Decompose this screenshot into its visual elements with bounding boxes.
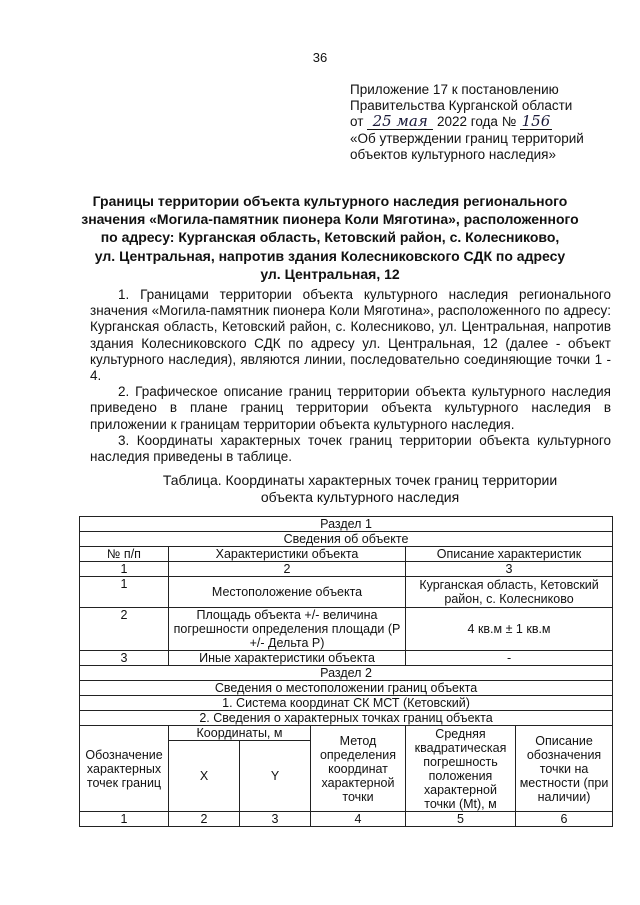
index-cell: 2 (169, 562, 406, 577)
appendix-line-3 (350, 114, 630, 130)
row-description: - (406, 651, 613, 666)
row-no: 2 (80, 608, 169, 651)
appendix-from: от (350, 114, 364, 130)
handwritten-date (367, 114, 433, 130)
paragraph-2: 2. Графическое описание границ территории объекта культурного наследия приведено в плане границ территории объекта культурного наследия в приложении к границам территории объекта культурного наследия. (90, 384, 611, 432)
paragraph-1: 1. Границами территории объекта культурного наследия регионального значения «Могила-памятник пионера Коли Мяготина», расположенного по адресу: Курганская область, Кетовский район, с. Колесниково, ул. Центральная, напротив здания Колесниковского СДК по адресу ул. Центральная, 12 (далее - объект культурного наследия), являются линии, последовательно соединяющие точки 1 - 4. (90, 287, 611, 384)
header-point-description: Описание обозначения точки на местности (при наличии) (516, 726, 613, 812)
table-row (80, 608, 613, 651)
column-number: 4 (311, 812, 406, 827)
handwritten-number (520, 114, 552, 130)
table-row (80, 812, 613, 827)
title-line-4: ул. Центральная, напротив здания Колесниковского СДК по адресу (94, 247, 566, 264)
appendix-number-sign: № (501, 114, 517, 130)
index-cell: 3 (406, 562, 613, 577)
table-row (80, 681, 613, 696)
header-accuracy: Средняя квадратическая погрешность положения характерной точки (Mt), м (406, 726, 516, 812)
appendix-line-2: Правительства Курганской области (350, 98, 573, 114)
table-row (80, 651, 613, 666)
table-caption-line-2: объекта культурного наследия (260, 489, 460, 505)
paragraph-3: 3. Координаты характерных точек границ территории объекта культурного наследия приведены в таблице. (90, 432, 611, 465)
row-no: 3 (80, 651, 169, 666)
table-row (80, 696, 613, 711)
table-row (80, 711, 613, 726)
column-number: 3 (240, 812, 311, 827)
column-number: 1 (80, 812, 169, 827)
row-characteristic: Местоположение объекта (169, 577, 406, 608)
table-row (80, 517, 613, 532)
column-number: 2 (169, 812, 240, 827)
header-no: № п/п (80, 547, 169, 562)
row-description: Курганская область, Кетовский район, с. Колесниково (406, 577, 613, 608)
table-caption (150, 472, 570, 506)
index-cell: 1 (80, 562, 169, 577)
section-1-title: Сведения об объекте (80, 532, 613, 547)
title-line-2: значения «Могила-памятник пионера Коли Мяготина», расположенного (81, 211, 579, 228)
table-row (80, 726, 613, 741)
table-row (80, 577, 613, 608)
document-title (70, 192, 590, 283)
header-y: Y (240, 741, 311, 812)
column-number: 5 (406, 812, 516, 827)
row-characteristic: Площадь объекта +/- величина погрешности определения площади (Р +/- Дельта Р) (169, 608, 406, 651)
header-description: Описание характеристик (406, 547, 613, 562)
page-number: 36 (312, 50, 328, 65)
header-coordinates: Координаты, м (169, 726, 311, 741)
title-line-5: ул. Центральная, 12 (260, 265, 400, 282)
title-line-1: Границы территории объекта культурного наследия регионального (92, 193, 568, 209)
header-characteristics: Характеристики объекта (169, 547, 406, 562)
section-2-title: Сведения о местоположении границ объекта (80, 681, 613, 696)
points-title: 2. Сведения о характерных точках границ объекта (80, 711, 613, 726)
appendix-line-5: объектов культурного наследия» (350, 146, 556, 162)
table-row (80, 562, 613, 577)
row-characteristic: Иные характеристики объекта (169, 651, 406, 666)
table-row (80, 666, 613, 681)
row-no: 1 (80, 577, 169, 608)
header-method: Метод определения координат характерной точки (311, 726, 406, 812)
section-2-label: Раздел 2 (80, 666, 613, 681)
column-number: 6 (516, 812, 613, 827)
section-1-label: Раздел 1 (80, 517, 613, 532)
appendix-line-1: Приложение 17 к постановлению (350, 82, 559, 97)
appendix-year: 2022 года (436, 114, 498, 130)
coordinate-system: 1. Система координат СК МСТ (Кетовский) (80, 696, 613, 711)
coordinates-table (79, 516, 613, 827)
appendix-header (350, 82, 630, 163)
handwritten-number-text: 156 (521, 112, 551, 131)
title-line-3: по адресу: Курганская область, Кетовский район, с. Колесниково, (100, 229, 560, 246)
table-row (80, 532, 613, 547)
handwritten-date-text: 25 мая (372, 112, 428, 131)
table-caption-line-1: Таблица. Координаты характерных точек границ территории (162, 472, 558, 488)
header-x: X (169, 741, 240, 812)
appendix-line-4: «Об утверждении границ территорий (350, 130, 584, 146)
row-description: 4 кв.м ± 1 кв.м (406, 608, 613, 651)
table-row (80, 547, 613, 562)
header-point-designation: Обозначение характерных точек границ (80, 726, 169, 812)
body-text (90, 287, 611, 465)
